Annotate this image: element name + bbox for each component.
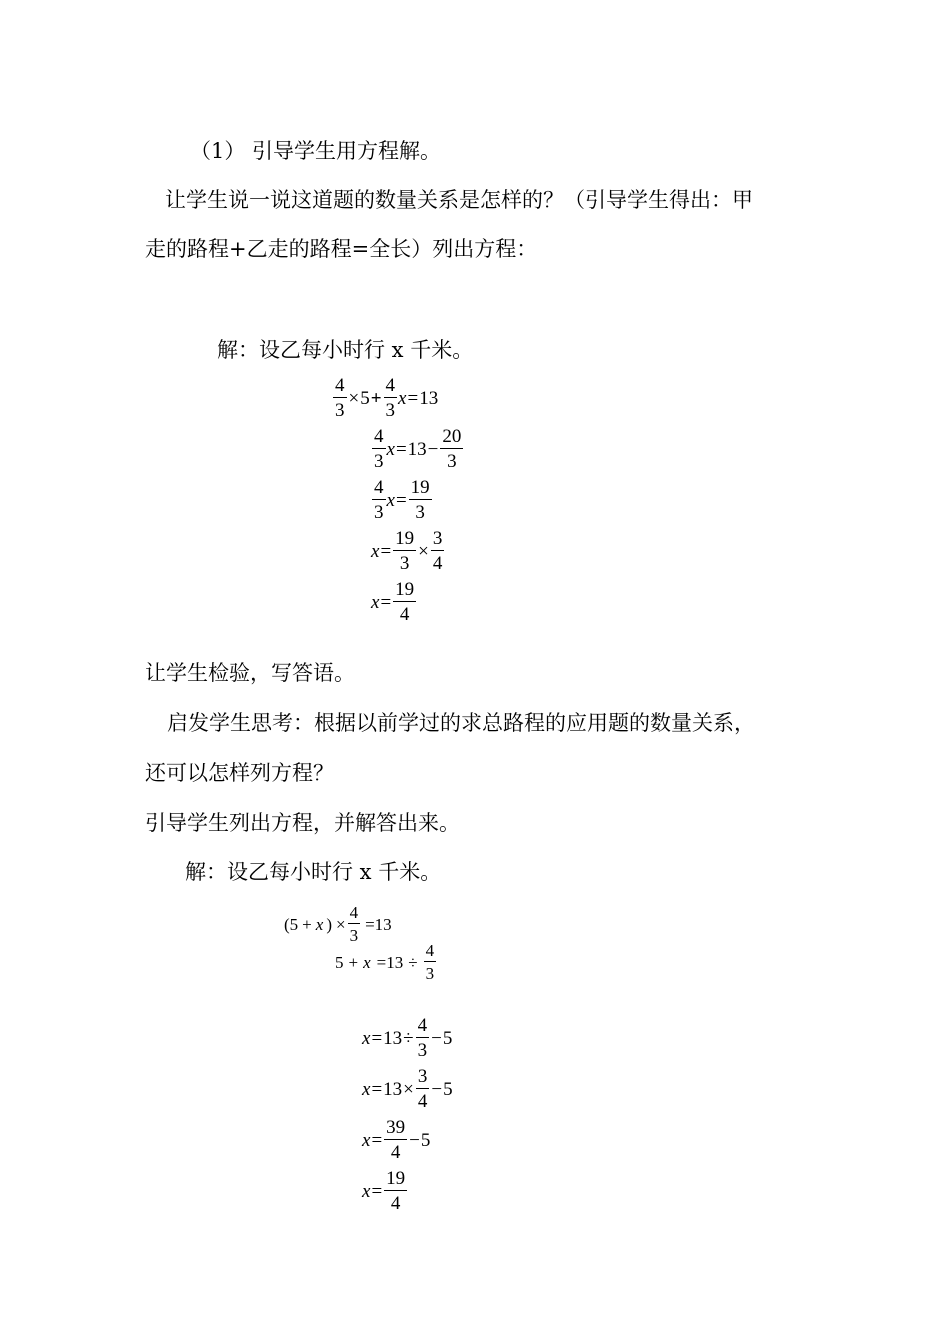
solution-1-step-5 bbox=[371, 580, 417, 624]
numerator: 4 bbox=[425, 941, 435, 960]
equals-sign: = bbox=[371, 1129, 383, 1151]
numerator: 19 bbox=[386, 1168, 406, 1189]
denominator: 3 bbox=[415, 502, 425, 523]
equals-sign: = bbox=[407, 387, 419, 409]
numerator: 4 bbox=[385, 375, 396, 396]
fraction bbox=[372, 478, 386, 522]
number: 5 bbox=[443, 1078, 453, 1100]
denominator: 3 bbox=[417, 1040, 428, 1061]
variable-x: x bbox=[386, 489, 395, 511]
denominator: 4 bbox=[390, 1193, 401, 1214]
paragraph-inspire-1: 启发学生思考：根据以前学过的求总路程的应用题的数量关系， bbox=[167, 711, 755, 735]
number: 13 bbox=[383, 1027, 403, 1049]
solution-1-step-1 bbox=[332, 376, 438, 420]
solution-2-step-6 bbox=[362, 1169, 408, 1213]
solution-2-step-2 bbox=[335, 942, 437, 982]
solution-2-intro: 解：设乙每小时行 x 千米。 bbox=[185, 860, 442, 884]
plus-sign: + bbox=[348, 952, 359, 972]
fraction bbox=[393, 529, 416, 573]
equals-sign: = bbox=[395, 489, 407, 511]
numerator: 4 bbox=[374, 477, 384, 498]
number: 5 bbox=[335, 952, 344, 972]
variable-x: x bbox=[371, 540, 380, 562]
variable-x: x bbox=[371, 591, 380, 613]
denominator: 3 bbox=[385, 400, 396, 421]
numerator: 20 bbox=[442, 426, 462, 447]
solution-2-step-5 bbox=[362, 1118, 430, 1162]
fraction bbox=[416, 1016, 430, 1060]
equals-sign: = bbox=[371, 1078, 383, 1100]
plus-sign: + bbox=[370, 387, 382, 409]
variable-x: x bbox=[398, 387, 407, 409]
minus-sign: − bbox=[431, 1027, 442, 1049]
solution-1-step-2 bbox=[371, 427, 464, 471]
number: 13 bbox=[419, 387, 439, 409]
denominator: 3 bbox=[335, 400, 345, 421]
number: 5 bbox=[360, 387, 370, 409]
denominator: 4 bbox=[390, 1142, 401, 1163]
variable-x: x bbox=[362, 1078, 371, 1100]
minus-sign: − bbox=[409, 1129, 420, 1151]
denominator: 3 bbox=[399, 553, 410, 574]
variable-x: x bbox=[362, 1129, 371, 1151]
fraction bbox=[384, 1118, 407, 1162]
number: 5 bbox=[420, 1129, 431, 1151]
variable-x: x bbox=[315, 914, 324, 934]
variable-x: x bbox=[362, 1027, 371, 1049]
divide-sign: ÷ bbox=[408, 952, 418, 972]
denominator: 3 bbox=[374, 451, 384, 472]
fraction bbox=[424, 942, 437, 982]
equals-sign: = bbox=[371, 1180, 383, 1202]
fraction bbox=[416, 1067, 430, 1111]
equals-sign: = bbox=[395, 438, 407, 460]
times-sign: × bbox=[348, 387, 360, 409]
equals-thirteen: =13 bbox=[365, 914, 392, 934]
number: 13 bbox=[407, 438, 427, 460]
equals-sign: = bbox=[380, 591, 392, 613]
numerator: 4 bbox=[335, 375, 345, 396]
numerator: 4 bbox=[349, 903, 359, 922]
denominator: 4 bbox=[399, 604, 410, 625]
paragraph-guide: 引导学生列出方程，并解答出来。 bbox=[145, 811, 460, 835]
solution-2-step-3 bbox=[362, 1016, 452, 1060]
divide-sign: ÷ bbox=[403, 1027, 414, 1049]
equals-thirteen: =13 bbox=[376, 952, 404, 972]
equals-sign: = bbox=[380, 540, 392, 562]
fraction bbox=[393, 580, 416, 624]
denominator: 3 bbox=[425, 964, 435, 983]
fraction bbox=[440, 427, 463, 471]
solution-2-step-4 bbox=[362, 1067, 453, 1111]
denominator: 4 bbox=[417, 1091, 428, 1112]
fraction bbox=[409, 478, 432, 522]
numerator: 4 bbox=[417, 1015, 428, 1036]
paragraph-step-1: （1） 引导学生用方程解。 bbox=[190, 139, 442, 163]
denominator: 3 bbox=[374, 502, 384, 523]
numerator: 3 bbox=[432, 528, 443, 549]
solution-2-step-1 bbox=[284, 904, 392, 944]
variable-x: x bbox=[363, 952, 371, 972]
minus-sign: − bbox=[427, 438, 439, 460]
times-sign: × bbox=[335, 914, 346, 934]
fraction bbox=[384, 376, 398, 420]
denominator: 4 bbox=[432, 553, 443, 574]
number: 5 bbox=[442, 1027, 453, 1049]
plus-sign: + bbox=[302, 914, 312, 934]
fraction bbox=[333, 376, 347, 420]
variable-x: x bbox=[362, 1180, 371, 1202]
numerator: 3 bbox=[417, 1066, 428, 1087]
solution-1-step-4 bbox=[371, 529, 445, 573]
equals-sign: = bbox=[371, 1027, 383, 1049]
paragraph-quantity-relation-2: 走的路程+乙走的路程=全长）列出方程： bbox=[145, 237, 538, 261]
paragraph-check-answer: 让学生检验，写答语。 bbox=[145, 661, 355, 685]
denominator: 3 bbox=[349, 926, 359, 945]
paren-open: (5 bbox=[284, 914, 299, 934]
fraction bbox=[348, 904, 361, 944]
paragraph-quantity-relation-1: 让学生说一说这道题的数量关系是怎样的？（引导学生得出：甲 bbox=[165, 188, 753, 212]
numerator: 4 bbox=[374, 426, 384, 447]
fraction bbox=[372, 427, 386, 471]
number: 13 bbox=[383, 1078, 403, 1100]
numerator: 19 bbox=[410, 477, 430, 498]
paren-close: ) bbox=[326, 914, 332, 934]
times-sign: × bbox=[403, 1078, 414, 1100]
solution-1-intro: 解：设乙每小时行 x 千米。 bbox=[217, 338, 474, 362]
times-sign: × bbox=[418, 540, 429, 562]
denominator: 3 bbox=[447, 451, 457, 472]
fraction bbox=[431, 529, 445, 573]
numerator: 19 bbox=[395, 528, 415, 549]
numerator: 39 bbox=[386, 1117, 406, 1138]
minus-sign: − bbox=[431, 1078, 443, 1100]
variable-x: x bbox=[386, 438, 395, 460]
solution-1-step-3 bbox=[371, 478, 433, 522]
numerator: 19 bbox=[395, 579, 415, 600]
paragraph-inspire-2: 还可以怎样列方程？ bbox=[145, 761, 334, 785]
fraction bbox=[384, 1169, 407, 1213]
